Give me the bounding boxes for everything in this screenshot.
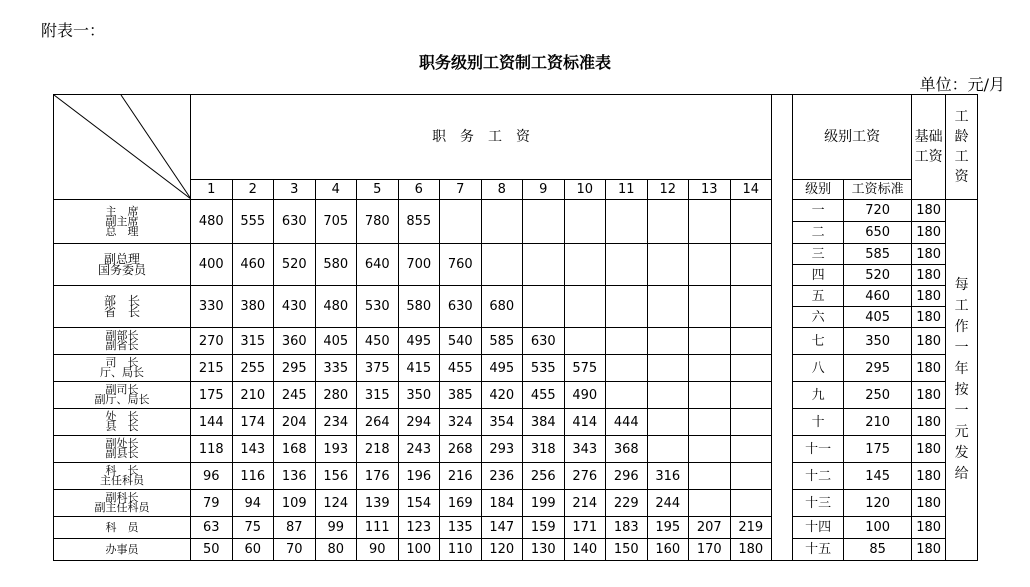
grade-level: 十四	[793, 517, 844, 539]
position-salary-value: 244	[647, 490, 689, 517]
position-salary-value: 680	[481, 286, 523, 328]
position-salary-value: 330	[191, 286, 233, 328]
position-label-cell	[54, 490, 191, 517]
position-salary-value	[647, 409, 689, 436]
position-salary-value	[606, 382, 648, 409]
base-salary-value: 180	[912, 463, 946, 490]
position-salary-value: 520	[274, 244, 316, 286]
position-name: 副司长	[105, 383, 139, 396]
step-header: 10	[564, 179, 606, 199]
position-salary-value: 855	[398, 200, 440, 244]
position-salary-value: 75	[232, 517, 274, 539]
position-salary-value: 700	[398, 244, 440, 286]
base-salary-value: 180	[912, 286, 946, 307]
position-salary-value: 368	[606, 436, 648, 463]
position-salary-value: 760	[440, 244, 482, 286]
position-salary-value: 264	[357, 409, 399, 436]
position-salary-value: 87	[274, 517, 316, 539]
grade-level: 十三	[793, 490, 844, 517]
position-salary-value: 580	[398, 286, 440, 328]
base-salary-value: 180	[912, 265, 946, 286]
position-salary-value: 276	[564, 463, 606, 490]
grade-salary-header: 级别工资	[793, 95, 912, 180]
position-salary-value: 555	[232, 200, 274, 244]
position-salary-value: 580	[315, 244, 357, 286]
position-salary-value	[689, 200, 731, 244]
position-name: 副主任科员	[94, 501, 150, 514]
grade-standard-value: 460	[844, 286, 912, 307]
position-salary-value: 234	[315, 409, 357, 436]
diagonal-header-cell	[54, 95, 191, 200]
position-salary-header: 职 务 工 资	[191, 95, 772, 180]
position-salary-value: 184	[481, 490, 523, 517]
position-salary-value: 183	[606, 517, 648, 539]
position-salary-value	[730, 200, 772, 244]
position-salary-value	[523, 244, 565, 286]
position-salary-value	[523, 286, 565, 328]
position-salary-value: 324	[440, 409, 482, 436]
grade-standard-value: 350	[844, 328, 912, 355]
position-salary-value: 175	[191, 382, 233, 409]
position-salary-value: 535	[523, 355, 565, 382]
position-name: 主任科员	[100, 474, 144, 487]
position-salary-value: 780	[357, 200, 399, 244]
position-salary-value: 490	[564, 382, 606, 409]
position-salary-value	[730, 244, 772, 286]
position-salary-value: 705	[315, 200, 357, 244]
position-salary-value	[481, 200, 523, 244]
position-salary-value: 124	[315, 490, 357, 517]
grade-level: 十	[793, 409, 844, 436]
grade-level: 九	[793, 382, 844, 409]
grade-standard-value: 295	[844, 355, 912, 382]
position-salary-value	[689, 409, 731, 436]
base-salary-value: 180	[912, 222, 946, 244]
position-name: 副总理	[103, 251, 140, 266]
grade-standard-value: 720	[844, 200, 912, 222]
position-salary-value: 139	[357, 490, 399, 517]
position-salary-value: 156	[315, 463, 357, 490]
position-salary-value: 210	[232, 382, 274, 409]
position-salary-value: 154	[398, 490, 440, 517]
position-salary-value: 415	[398, 355, 440, 382]
position-salary-value: 480	[315, 286, 357, 328]
position-salary-value: 380	[232, 286, 274, 328]
position-salary-value: 90	[357, 539, 399, 561]
grade-level: 一	[793, 200, 844, 222]
step-header: 12	[647, 179, 689, 199]
position-salary-value: 420	[481, 382, 523, 409]
position-salary-value: 110	[440, 539, 482, 561]
position-salary-value	[564, 328, 606, 355]
grade-level: 十二	[793, 463, 844, 490]
position-salary-value: 384	[523, 409, 565, 436]
position-salary-value	[606, 355, 648, 382]
position-salary-value: 630	[274, 200, 316, 244]
unit-label: 单位：元/月	[919, 75, 1005, 94]
position-salary-value	[564, 286, 606, 328]
position-salary-value: 159	[523, 517, 565, 539]
table-row	[54, 328, 978, 355]
position-salary-value: 100	[398, 539, 440, 561]
position-salary-value: 216	[440, 463, 482, 490]
position-label-cell	[54, 382, 191, 409]
position-salary-value: 174	[232, 409, 274, 436]
seniority-note: 每工作一年按一元发给	[946, 200, 978, 561]
step-header: 7	[440, 179, 482, 199]
position-name: 科 员	[105, 520, 139, 534]
position-salary-value: 575	[564, 355, 606, 382]
grade-standard-value: 405	[844, 307, 912, 328]
seniority-salary-header: 工龄工资	[946, 95, 978, 200]
table-row	[54, 539, 978, 561]
position-name: 副主席	[105, 214, 139, 228]
position-salary-value: 444	[606, 409, 648, 436]
grade-standard-value: 85	[844, 539, 912, 561]
position-salary-value: 180	[730, 539, 772, 561]
position-salary-value	[606, 244, 648, 286]
position-salary-value	[647, 355, 689, 382]
position-label-cell	[54, 463, 191, 490]
position-salary-value: 450	[357, 328, 399, 355]
table-title: 职务级别工资制工资标准表	[418, 53, 611, 72]
position-salary-value	[606, 328, 648, 355]
position-salary-value: 530	[357, 286, 399, 328]
position-salary-value: 295	[274, 355, 316, 382]
base-salary-value: 180	[912, 517, 946, 539]
standard-column-header: 工资标准	[844, 179, 912, 199]
position-salary-value: 268	[440, 436, 482, 463]
position-salary-value: 270	[191, 328, 233, 355]
position-label-cell	[54, 355, 191, 382]
table-row	[54, 463, 978, 490]
grade-standard-value: 175	[844, 436, 912, 463]
position-salary-value	[689, 286, 731, 328]
grade-standard-value: 100	[844, 517, 912, 539]
position-salary-value: 460	[232, 244, 274, 286]
position-salary-value: 585	[481, 328, 523, 355]
position-salary-value: 360	[274, 328, 316, 355]
position-salary-value	[730, 382, 772, 409]
step-header: 1	[191, 179, 233, 199]
position-salary-value	[689, 436, 731, 463]
position-salary-value: 229	[606, 490, 648, 517]
position-salary-value: 293	[481, 436, 523, 463]
position-salary-value: 315	[357, 382, 399, 409]
grade-standard-value: 210	[844, 409, 912, 436]
position-salary-value: 294	[398, 409, 440, 436]
position-label-cell	[54, 286, 191, 328]
step-header: 11	[606, 179, 648, 199]
position-salary-value: 168	[274, 436, 316, 463]
position-salary-value: 171	[564, 517, 606, 539]
position-salary-value	[730, 436, 772, 463]
position-label-cell	[54, 517, 191, 539]
position-salary-value: 495	[398, 328, 440, 355]
base-salary-value: 180	[912, 244, 946, 265]
position-salary-value	[730, 463, 772, 490]
position-salary-value: 405	[315, 328, 357, 355]
position-salary-value: 120	[481, 539, 523, 561]
position-salary-value: 160	[647, 539, 689, 561]
position-salary-value	[689, 463, 731, 490]
table-row	[54, 286, 978, 307]
position-label-cell	[54, 200, 191, 244]
position-salary-value: 204	[274, 409, 316, 436]
base-salary-value: 180	[912, 409, 946, 436]
step-header: 9	[523, 179, 565, 199]
position-salary-value	[647, 286, 689, 328]
position-salary-value	[730, 490, 772, 517]
position-salary-value: 99	[315, 517, 357, 539]
position-salary-value: 630	[523, 328, 565, 355]
base-salary-value: 180	[912, 539, 946, 561]
position-salary-value: 143	[232, 436, 274, 463]
position-salary-value	[606, 200, 648, 244]
position-salary-value: 199	[523, 490, 565, 517]
position-salary-value	[647, 382, 689, 409]
position-salary-value: 150	[606, 539, 648, 561]
position-salary-value: 375	[357, 355, 399, 382]
grade-level: 五	[793, 286, 844, 307]
salary-standard-table	[53, 94, 978, 561]
position-salary-value	[523, 200, 565, 244]
position-salary-value: 354	[481, 409, 523, 436]
position-salary-value	[647, 328, 689, 355]
step-header: 5	[357, 179, 399, 199]
position-name: 副厅、局长	[94, 393, 150, 406]
position-salary-value: 480	[191, 200, 233, 244]
position-name: 办事员	[105, 542, 139, 556]
table-row	[54, 490, 978, 517]
base-salary-value: 180	[912, 200, 946, 222]
position-salary-value: 630	[440, 286, 482, 328]
position-name: 部 长	[103, 293, 140, 308]
position-salary-value: 243	[398, 436, 440, 463]
position-name: 国务委员	[97, 262, 146, 277]
position-salary-value: 96	[191, 463, 233, 490]
position-salary-value: 79	[191, 490, 233, 517]
base-salary-value: 180	[912, 355, 946, 382]
position-salary-value	[606, 286, 648, 328]
position-salary-value: 214	[564, 490, 606, 517]
table-row	[54, 355, 978, 382]
position-name: 副科长	[105, 491, 139, 504]
position-salary-value: 215	[191, 355, 233, 382]
position-salary-value: 350	[398, 382, 440, 409]
base-salary-header: 基础工资	[912, 95, 946, 200]
position-salary-value	[647, 244, 689, 286]
position-salary-value: 495	[481, 355, 523, 382]
position-salary-value: 176	[357, 463, 399, 490]
position-salary-value: 540	[440, 328, 482, 355]
position-salary-value	[564, 200, 606, 244]
base-salary-value: 180	[912, 436, 946, 463]
step-header: 6	[398, 179, 440, 199]
position-name: 司 长	[105, 356, 139, 369]
grade-level: 八	[793, 355, 844, 382]
position-salary-value: 136	[274, 463, 316, 490]
position-salary-value	[689, 355, 731, 382]
position-salary-value: 135	[440, 517, 482, 539]
position-salary-value: 414	[564, 409, 606, 436]
position-salary-value	[481, 244, 523, 286]
position-label-cell	[54, 436, 191, 463]
position-salary-value: 195	[647, 517, 689, 539]
position-label-cell	[54, 328, 191, 355]
position-salary-value: 640	[357, 244, 399, 286]
position-salary-value: 94	[232, 490, 274, 517]
step-header: 2	[232, 179, 274, 199]
position-salary-value: 430	[274, 286, 316, 328]
position-salary-value: 280	[315, 382, 357, 409]
grade-standard-value: 120	[844, 490, 912, 517]
position-salary-value: 218	[357, 436, 399, 463]
position-name: 科 长	[105, 464, 139, 477]
position-salary-value: 193	[315, 436, 357, 463]
grade-level: 二	[793, 222, 844, 244]
position-salary-value: 130	[523, 539, 565, 561]
table-row	[54, 436, 978, 463]
grade-level: 十一	[793, 436, 844, 463]
position-salary-value: 147	[481, 517, 523, 539]
step-header: 13	[689, 179, 731, 199]
position-salary-value	[689, 490, 731, 517]
table-row	[54, 409, 978, 436]
position-salary-value: 70	[274, 539, 316, 561]
position-salary-value: 315	[232, 328, 274, 355]
position-salary-value: 245	[274, 382, 316, 409]
grade-standard-value: 585	[844, 244, 912, 265]
position-salary-value: 63	[191, 517, 233, 539]
position-salary-value: 50	[191, 539, 233, 561]
position-salary-value: 316	[647, 463, 689, 490]
position-name: 副处长	[105, 437, 139, 450]
position-salary-value: 400	[191, 244, 233, 286]
position-salary-value	[730, 328, 772, 355]
position-salary-value: 385	[440, 382, 482, 409]
position-salary-value: 80	[315, 539, 357, 561]
position-salary-value	[440, 200, 482, 244]
position-salary-value: 111	[357, 517, 399, 539]
grade-level: 六	[793, 307, 844, 328]
grade-standard-value: 650	[844, 222, 912, 244]
position-salary-value: 118	[191, 436, 233, 463]
position-salary-value: 116	[232, 463, 274, 490]
position-salary-value: 296	[606, 463, 648, 490]
position-salary-value	[647, 436, 689, 463]
position-salary-value: 455	[440, 355, 482, 382]
grade-level: 十五	[793, 539, 844, 561]
position-salary-value	[730, 409, 772, 436]
table-row	[54, 200, 978, 222]
diagonal-lines	[54, 95, 191, 199]
position-name: 总 理	[105, 224, 139, 238]
position-salary-value: 140	[564, 539, 606, 561]
position-salary-value: 60	[232, 539, 274, 561]
grade-level: 四	[793, 265, 844, 286]
position-salary-value: 335	[315, 355, 357, 382]
grade-level: 七	[793, 328, 844, 355]
table-row	[54, 382, 978, 409]
grade-column-header: 级别	[793, 179, 844, 199]
position-salary-value: 169	[440, 490, 482, 517]
position-salary-value	[730, 286, 772, 328]
table-row	[54, 517, 978, 539]
position-name: 处 长	[105, 410, 139, 423]
position-salary-value: 123	[398, 517, 440, 539]
position-name: 副部长	[105, 329, 139, 342]
position-salary-value: 144	[191, 409, 233, 436]
position-name: 县 长	[105, 420, 139, 433]
grade-standard-value: 520	[844, 265, 912, 286]
position-salary-value	[689, 328, 731, 355]
position-salary-value: 343	[564, 436, 606, 463]
base-salary-value: 180	[912, 307, 946, 328]
position-salary-value	[564, 244, 606, 286]
position-salary-value: 219	[730, 517, 772, 539]
position-label-cell	[54, 244, 191, 286]
grade-standard-value: 145	[844, 463, 912, 490]
step-header: 4	[315, 179, 357, 199]
position-salary-value: 236	[481, 463, 523, 490]
base-salary-value: 180	[912, 328, 946, 355]
base-salary-value: 180	[912, 490, 946, 517]
position-salary-value: 207	[689, 517, 731, 539]
step-header: 14	[730, 179, 772, 199]
position-name: 省 长	[103, 304, 140, 319]
position-salary-value: 455	[523, 382, 565, 409]
position-salary-value	[647, 200, 689, 244]
table-row	[54, 244, 978, 265]
position-salary-value	[730, 355, 772, 382]
base-salary-value: 180	[912, 382, 946, 409]
position-salary-value: 256	[523, 463, 565, 490]
position-name: 主 席	[105, 204, 139, 218]
position-salary-value: 109	[274, 490, 316, 517]
position-salary-value: 170	[689, 539, 731, 561]
position-label-cell	[54, 539, 191, 561]
annex-label: 附表一：	[41, 21, 106, 40]
position-salary-value: 255	[232, 355, 274, 382]
column-gap	[772, 95, 793, 561]
position-name: 副县长	[105, 447, 139, 460]
position-salary-value: 318	[523, 436, 565, 463]
grade-level: 三	[793, 244, 844, 265]
position-salary-value	[689, 382, 731, 409]
grade-standard-value: 250	[844, 382, 912, 409]
position-name: 厅、局长	[100, 366, 144, 379]
position-salary-value: 196	[398, 463, 440, 490]
position-salary-value	[689, 244, 731, 286]
step-header: 8	[481, 179, 523, 199]
step-header: 3	[274, 179, 316, 199]
position-name: 副省长	[105, 339, 139, 352]
position-label-cell	[54, 409, 191, 436]
